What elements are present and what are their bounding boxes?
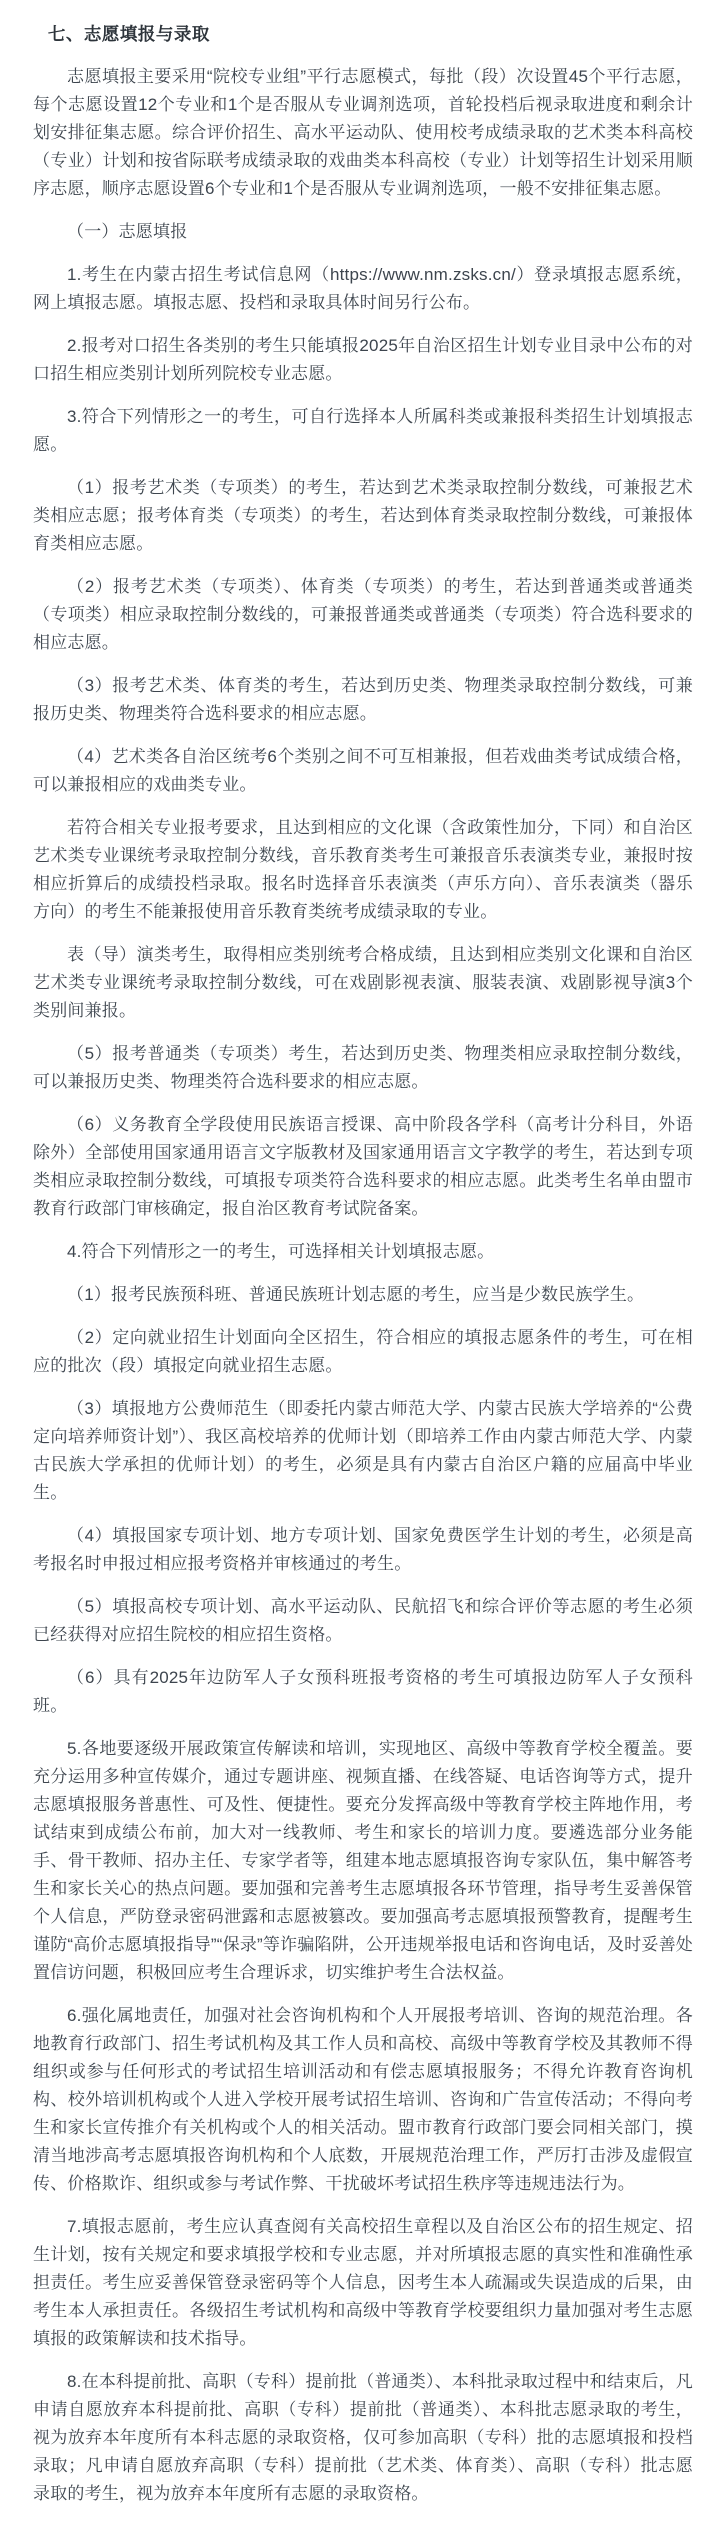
item-5: 5.各地要逐级开展政策宣传解读和培训，实现地区、高级中等教育学校全覆盖。要充分运用多种宣传媒介，通过专题讲座、视频直播、在线答疑、电话咨询等方式，提升志愿填报服务普惠性、可及性、便捷性。要充分发挥高级中等教育学校主阵地作用，考试结束到成绩公布前，加大对一线教师、考生和家长的培训力度。要遴选部分业务能手、骨干教师、招办主任、专家学者等，组建本地志愿填报咨询专家队伍，集中解答考生和家长关心的热点问题。要加强和完善考生志愿填报各环节管理，指导考生妥善保管个人信息，严防登录密码泄露和志愿被篡改。要加强高考志愿填报预警教育，提醒考生谨防“高价志愿填报指导”“保录”等诈骗陷阱，公开违规举报电话和咨询电话，及时妥善处置信访问题，积极回应考生合理诉求，切实维护考生合法权益。 xyxy=(33,1739,693,1982)
item-4: 4.符合下列情形之一的考生，可选择相关计划填报志愿。 xyxy=(67,1242,495,1261)
item-4-sub-3: （3）填报地方公费师范生（即委托内蒙古师范大学、内蒙古民族大学培养的“公费定向培养师资计划”）、我区高校培养的优师计划（即培养工作由内蒙古师范大学、内蒙古民族大学承担的优师计划）的考生，必须是具有内蒙古自治区户籍的应届高中毕业生。 xyxy=(33,1399,693,1502)
item-4-sub-1: （1）报考民族预科班、普通民族班计划志愿的考生，应当是少数民族学生。 xyxy=(67,1285,645,1304)
item-2: 2.报考对口招生各类别的考生只能填报2025年自治区招生计划专业目录中公布的对口招生相应类别计划所列院校专业志愿。 xyxy=(33,336,693,383)
item-7: 7.填报志愿前，考生应认真查阅有关高校招生章程以及自治区公布的招生规定、招生计划，按有关规定和要求填报学校和专业志愿，并对所填报志愿的真实性和准确性承担责任。考生应妥善保管登录密码等个人信息，因考生本人疏漏或失误造成的后果，由考生本人承担责任。各级招生考试机构和高级中等教育学校要组织力量加强对考生志愿填报的政策解读和技术指导。 xyxy=(33,2217,693,2348)
item-3-sub-4-note-2: 表（导）演类考生，取得相应类别统考合格成绩，且达到相应类别文化课和自治区艺术类专业课统考录取控制分数线，可在戏剧影视表演、服装表演、戏剧影视导演3个类别间兼报。 xyxy=(33,945,693,1020)
subsection-1-title: （一）志愿填报 xyxy=(67,222,188,241)
item-1: 1.考生在内蒙古招生考试信息网（https://www.nm.zsks.cn/）登录填报志愿系统，网上填报志愿。填报志愿、投档和录取具体时间另行公布。 xyxy=(33,265,693,312)
item-4-sub-2: （2）定向就业招生计划面向全区招生，符合相应的填报志愿条件的考生，可在相应的批次（段）填报定向就业招生志愿。 xyxy=(33,1328,693,1375)
intro-paragraph: 志愿填报主要采用“院校专业组”平行志愿模式，每批（段）次设置45个平行志愿，每个志愿设置12个专业和1个是否服从专业调剂选项，首轮投档后视录取进度和剩余计划安排征集志愿。综合评价招生、高水平运动队、使用校考成绩录取的艺术类本科高校（专业）计划和按省际联考成绩录取的戏曲类本科高校（专业）计划等招生计划采用顺序志愿，顺序志愿设置6个专业和1个是否服从专业调剂选项，一般不安排征集志愿。 xyxy=(33,67,693,198)
item-3-sub-1: （1）报考艺术类（专项类）的考生，若达到艺术类录取控制分数线，可兼报艺术类相应志愿；报考体育类（专项类）的考生，若达到体育类录取控制分数线，可兼报体育类相应志愿。 xyxy=(33,478,693,553)
item-8: 8.在本科提前批、高职（专科）提前批（普通类）、本科批录取过程中和结束后，凡申请自愿放弃本科提前批、高职（专科）提前批（普通类）、本科批志愿录取的考生，视为放弃本年度所有本科志愿的录取资格，仅可参加高职（专科）批的志愿填报和投档录取；凡申请自愿放弃高职（专科）提前批（艺术类、体育类）、高职（专科）批志愿录取的考生，视为放弃本年度所有志愿的录取资格。 xyxy=(33,2372,693,2503)
item-3: 3.符合下列情形之一的考生，可自行选择本人所属科类或兼报科类招生计划填报志愿。 xyxy=(33,407,693,454)
item-3-sub-2: （2）报考艺术类（专项类）、体育类（专项类）的考生，若达到普通类或普通类（专项类）相应录取控制分数线的，可兼报普通类或普通类（专项类）符合选科要求的相应志愿。 xyxy=(33,577,693,652)
section-heading: 七、志愿填报与录取 xyxy=(47,24,210,44)
item-4-sub-4: （4）填报国家专项计划、地方专项计划、国家免费医学生计划的考生，必须是高考报名时申报过相应报考资格并审核通过的考生。 xyxy=(33,1526,693,1573)
item-3-sub-6: （6）义务教育全学段使用民族语言授课、高中阶段各学科（高考计分科目，外语除外）全部使用国家通用语言文字版教材及国家通用语言文字教学的考生，若达到专项类相应录取控制分数线，可填报专项类符合选科要求的相应志愿。此类考生名单由盟市教育行政部门审核确定，报自治区教育考试院备案。 xyxy=(33,1115,693,1218)
item-4-sub-6: （6）具有2025年边防军人子女预科班报考资格的考生可填报边防军人子女预科班。 xyxy=(33,1668,693,1715)
item-3-sub-4: （4）艺术类各自治区统考6个类别之间不可互相兼报，但若戏曲类考试成绩合格，可以兼报相应的戏曲类专业。 xyxy=(33,747,693,794)
item-6: 6.强化属地责任，加强对社会咨询机构和个人开展报考培训、咨询的规范治理。各地教育行政部门、招生考试机构及其工作人员和高校、高级中等教育学校及其教师不得组织或参与任何形式的考试招生培训活动和有偿志愿填报服务；不得允许教育咨询机构、校外培训机构或个人进入学校开展考试招生培训、咨询和广告宣传活动；不得向考生和家长宣传推介有关机构或个人的相关活动。盟市教育行政部门要会同相关部门，摸清当地涉高考志愿填报咨询机构和个人底数，开展规范治理工作，严厉打击涉及虚假宣传、价格欺诈、组织或参与考试作弊、干扰破坏考试招生秩序等违规违法行为。 xyxy=(33,2006,693,2193)
item-3-sub-5: （5）报考普通类（专项类）考生，若达到历史类、物理类相应录取控制分数线，可以兼报历史类、物理类符合选科要求的相应志愿。 xyxy=(33,1044,693,1091)
item-4-sub-5: （5）填报高校专项计划、高水平运动队、民航招飞和综合评价等志愿的考生必须已经获得对应招生院校的相应招生资格。 xyxy=(33,1597,693,1644)
item-3-sub-4-note-1: 若符合相关专业报考要求，且达到相应的文化课（含政策性加分，下同）和自治区艺术类专业课统考录取控制分数线，音乐教育类考生可兼报音乐表演类专业，兼报时按相应折算后的成绩投档录取。报名时选择音乐表演类（声乐方向）、音乐表演类（器乐方向）的考生不能兼报使用音乐教育类统考成绩录取的专业。 xyxy=(33,818,693,921)
item-3-sub-3: （3）报考艺术类、体育类的考生，若达到历史类、物理类录取控制分数线，可兼报历史类、物理类符合选科要求的相应志愿。 xyxy=(33,676,693,723)
